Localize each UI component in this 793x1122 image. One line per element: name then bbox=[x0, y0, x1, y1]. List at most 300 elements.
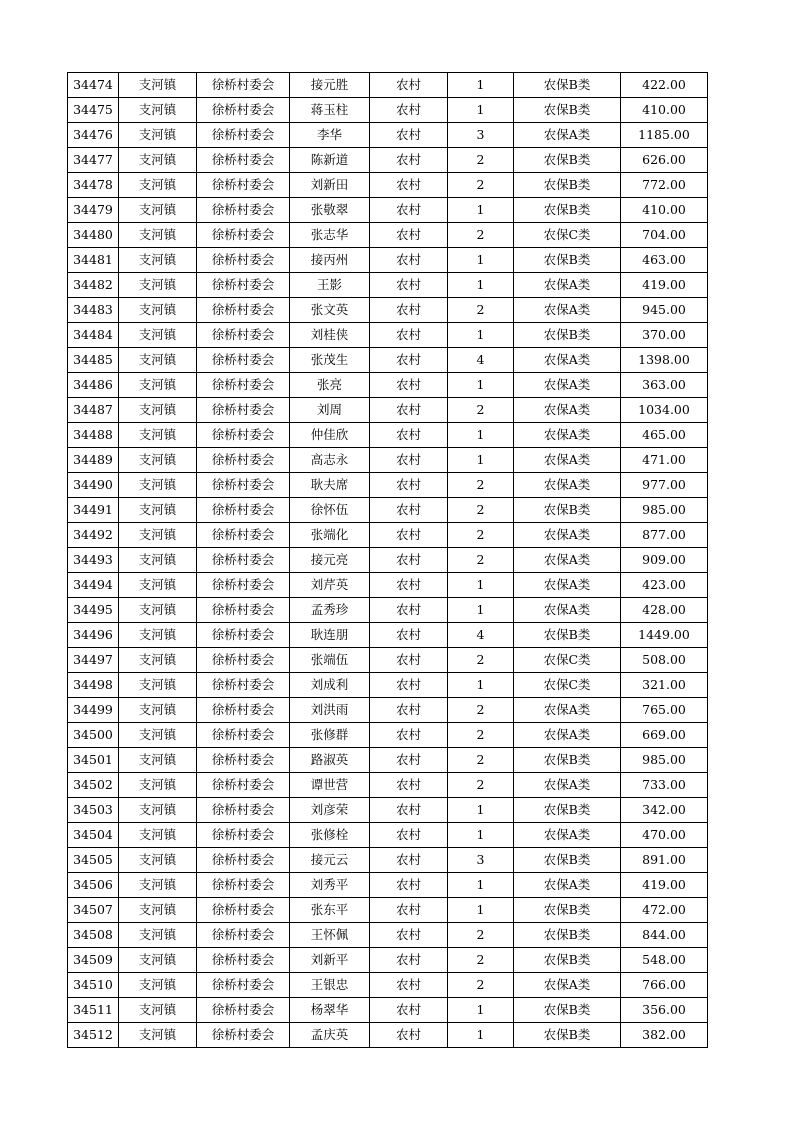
insurance-category-cell: 农保A类 bbox=[514, 298, 621, 323]
row-id-cell: 34480 bbox=[68, 223, 119, 248]
insurance-category-cell: 农保B类 bbox=[514, 498, 621, 523]
row-id-cell: 34491 bbox=[68, 498, 119, 523]
village-cell: 徐桥村委会 bbox=[197, 673, 290, 698]
row-id-cell: 34474 bbox=[68, 73, 119, 98]
insurance-category-cell: 农保B类 bbox=[514, 198, 621, 223]
name-cell: 李华 bbox=[290, 123, 370, 148]
household-count-cell: 4 bbox=[448, 348, 514, 373]
table-row bbox=[68, 698, 708, 723]
table-row bbox=[68, 248, 708, 273]
village-cell: 徐桥村委会 bbox=[197, 248, 290, 273]
village-cell: 徐桥村委会 bbox=[197, 773, 290, 798]
name-cell: 路淑英 bbox=[290, 748, 370, 773]
residence-type-cell: 农村 bbox=[370, 873, 448, 898]
name-cell: 接元胜 bbox=[290, 73, 370, 98]
row-id-cell: 34476 bbox=[68, 123, 119, 148]
town-cell: 支河镇 bbox=[119, 848, 197, 873]
amount-cell: 419.00 bbox=[621, 873, 708, 898]
insurance-category-cell: 农保B类 bbox=[514, 1023, 621, 1048]
amount-cell: 472.00 bbox=[621, 898, 708, 923]
village-cell: 徐桥村委会 bbox=[197, 98, 290, 123]
town-cell: 支河镇 bbox=[119, 723, 197, 748]
row-id-cell: 34477 bbox=[68, 148, 119, 173]
residence-type-cell: 农村 bbox=[370, 648, 448, 673]
insurance-category-cell: 农保B类 bbox=[514, 948, 621, 973]
table-row bbox=[68, 773, 708, 798]
residence-type-cell: 农村 bbox=[370, 548, 448, 573]
household-count-cell: 1 bbox=[448, 998, 514, 1023]
table-row bbox=[68, 448, 708, 473]
town-cell: 支河镇 bbox=[119, 598, 197, 623]
amount-cell: 428.00 bbox=[621, 598, 708, 623]
insurance-category-cell: 农保B类 bbox=[514, 998, 621, 1023]
village-cell: 徐桥村委会 bbox=[197, 548, 290, 573]
table-row bbox=[68, 98, 708, 123]
row-id-cell: 34501 bbox=[68, 748, 119, 773]
residence-type-cell: 农村 bbox=[370, 398, 448, 423]
amount-cell: 508.00 bbox=[621, 648, 708, 673]
row-id-cell: 34482 bbox=[68, 273, 119, 298]
household-count-cell: 1 bbox=[448, 423, 514, 448]
town-cell: 支河镇 bbox=[119, 573, 197, 598]
table-row bbox=[68, 148, 708, 173]
village-cell: 徐桥村委会 bbox=[197, 198, 290, 223]
name-cell: 孟庆英 bbox=[290, 1023, 370, 1048]
town-cell: 支河镇 bbox=[119, 248, 197, 273]
name-cell: 王银忠 bbox=[290, 973, 370, 998]
village-cell: 徐桥村委会 bbox=[197, 223, 290, 248]
table-row bbox=[68, 348, 708, 373]
row-id-cell: 34507 bbox=[68, 898, 119, 923]
household-count-cell: 2 bbox=[448, 498, 514, 523]
table-row bbox=[68, 948, 708, 973]
residence-type-cell: 农村 bbox=[370, 423, 448, 448]
residence-type-cell: 农村 bbox=[370, 73, 448, 98]
residence-type-cell: 农村 bbox=[370, 223, 448, 248]
row-id-cell: 34512 bbox=[68, 1023, 119, 1048]
insurance-category-cell: 农保B类 bbox=[514, 248, 621, 273]
town-cell: 支河镇 bbox=[119, 198, 197, 223]
household-count-cell: 2 bbox=[448, 523, 514, 548]
amount-cell: 1449.00 bbox=[621, 623, 708, 648]
insurance-category-cell: 农保A类 bbox=[514, 348, 621, 373]
residence-type-cell: 农村 bbox=[370, 798, 448, 823]
residence-type-cell: 农村 bbox=[370, 823, 448, 848]
row-id-cell: 34509 bbox=[68, 948, 119, 973]
town-cell: 支河镇 bbox=[119, 523, 197, 548]
amount-cell: 985.00 bbox=[621, 498, 708, 523]
table-row bbox=[68, 973, 708, 998]
village-cell: 徐桥村委会 bbox=[197, 273, 290, 298]
residence-type-cell: 农村 bbox=[370, 998, 448, 1023]
amount-cell: 1398.00 bbox=[621, 348, 708, 373]
table-row bbox=[68, 723, 708, 748]
name-cell: 张东平 bbox=[290, 898, 370, 923]
name-cell: 张亮 bbox=[290, 373, 370, 398]
household-count-cell: 2 bbox=[448, 398, 514, 423]
town-cell: 支河镇 bbox=[119, 873, 197, 898]
row-id-cell: 34490 bbox=[68, 473, 119, 498]
insurance-category-cell: 农保B类 bbox=[514, 323, 621, 348]
name-cell: 谭世营 bbox=[290, 773, 370, 798]
name-cell: 张志华 bbox=[290, 223, 370, 248]
insurance-category-cell: 农保B类 bbox=[514, 848, 621, 873]
amount-cell: 1185.00 bbox=[621, 123, 708, 148]
name-cell: 张端化 bbox=[290, 523, 370, 548]
table-row bbox=[68, 523, 708, 548]
table-row bbox=[68, 798, 708, 823]
row-id-cell: 34493 bbox=[68, 548, 119, 573]
residence-type-cell: 农村 bbox=[370, 148, 448, 173]
household-count-cell: 1 bbox=[448, 823, 514, 848]
name-cell: 张文英 bbox=[290, 298, 370, 323]
name-cell: 张茂生 bbox=[290, 348, 370, 373]
village-cell: 徐桥村委会 bbox=[197, 148, 290, 173]
household-count-cell: 2 bbox=[448, 923, 514, 948]
household-count-cell: 4 bbox=[448, 623, 514, 648]
village-cell: 徐桥村委会 bbox=[197, 373, 290, 398]
row-id-cell: 34504 bbox=[68, 823, 119, 848]
insurance-category-cell: 农保A类 bbox=[514, 373, 621, 398]
residence-type-cell: 农村 bbox=[370, 848, 448, 873]
town-cell: 支河镇 bbox=[119, 148, 197, 173]
village-cell: 徐桥村委会 bbox=[197, 398, 290, 423]
name-cell: 刘洪雨 bbox=[290, 698, 370, 723]
household-count-cell: 1 bbox=[448, 73, 514, 98]
table-row bbox=[68, 648, 708, 673]
name-cell: 张修栓 bbox=[290, 823, 370, 848]
table-row bbox=[68, 823, 708, 848]
row-id-cell: 34489 bbox=[68, 448, 119, 473]
village-cell: 徐桥村委会 bbox=[197, 173, 290, 198]
household-count-cell: 2 bbox=[448, 473, 514, 498]
village-cell: 徐桥村委会 bbox=[197, 573, 290, 598]
row-id-cell: 34485 bbox=[68, 348, 119, 373]
amount-cell: 765.00 bbox=[621, 698, 708, 723]
name-cell: 蒋玉柱 bbox=[290, 98, 370, 123]
amount-cell: 471.00 bbox=[621, 448, 708, 473]
insurance-category-cell: 农保C类 bbox=[514, 223, 621, 248]
row-id-cell: 34475 bbox=[68, 98, 119, 123]
town-cell: 支河镇 bbox=[119, 398, 197, 423]
insurance-category-cell: 农保B类 bbox=[514, 898, 621, 923]
village-cell: 徐桥村委会 bbox=[197, 648, 290, 673]
amount-cell: 844.00 bbox=[621, 923, 708, 948]
name-cell: 刘新平 bbox=[290, 948, 370, 973]
table-row bbox=[68, 123, 708, 148]
residence-type-cell: 农村 bbox=[370, 698, 448, 723]
amount-cell: 626.00 bbox=[621, 148, 708, 173]
table-row bbox=[68, 623, 708, 648]
town-cell: 支河镇 bbox=[119, 73, 197, 98]
insurance-category-cell: 农保A类 bbox=[514, 273, 621, 298]
village-cell: 徐桥村委会 bbox=[197, 523, 290, 548]
table-row bbox=[68, 598, 708, 623]
amount-cell: 423.00 bbox=[621, 573, 708, 598]
table-row bbox=[68, 1023, 708, 1048]
amount-cell: 891.00 bbox=[621, 848, 708, 873]
amount-cell: 321.00 bbox=[621, 673, 708, 698]
village-cell: 徐桥村委会 bbox=[197, 498, 290, 523]
amount-cell: 772.00 bbox=[621, 173, 708, 198]
village-cell: 徐桥村委会 bbox=[197, 823, 290, 848]
amount-cell: 463.00 bbox=[621, 248, 708, 273]
name-cell: 仲佳欣 bbox=[290, 423, 370, 448]
village-cell: 徐桥村委会 bbox=[197, 748, 290, 773]
household-count-cell: 2 bbox=[448, 748, 514, 773]
town-cell: 支河镇 bbox=[119, 1023, 197, 1048]
row-id-cell: 34486 bbox=[68, 373, 119, 398]
residence-type-cell: 农村 bbox=[370, 498, 448, 523]
town-cell: 支河镇 bbox=[119, 823, 197, 848]
household-count-cell: 2 bbox=[448, 223, 514, 248]
household-count-cell: 2 bbox=[448, 148, 514, 173]
name-cell: 刘桂侠 bbox=[290, 323, 370, 348]
insurance-category-cell: 农保B类 bbox=[514, 748, 621, 773]
village-cell: 徐桥村委会 bbox=[197, 898, 290, 923]
table-row bbox=[68, 273, 708, 298]
name-cell: 耿连朋 bbox=[290, 623, 370, 648]
row-id-cell: 34508 bbox=[68, 923, 119, 948]
row-id-cell: 34481 bbox=[68, 248, 119, 273]
town-cell: 支河镇 bbox=[119, 473, 197, 498]
town-cell: 支河镇 bbox=[119, 123, 197, 148]
amount-cell: 669.00 bbox=[621, 723, 708, 748]
insurance-category-cell: 农保A类 bbox=[514, 548, 621, 573]
household-count-cell: 1 bbox=[448, 1023, 514, 1048]
town-cell: 支河镇 bbox=[119, 998, 197, 1023]
row-id-cell: 34499 bbox=[68, 698, 119, 723]
table-row bbox=[68, 898, 708, 923]
village-cell: 徐桥村委会 bbox=[197, 473, 290, 498]
household-count-cell: 1 bbox=[448, 273, 514, 298]
insurance-category-cell: 农保B类 bbox=[514, 623, 621, 648]
insurance-category-cell: 农保A类 bbox=[514, 723, 621, 748]
village-cell: 徐桥村委会 bbox=[197, 298, 290, 323]
village-cell: 徐桥村委会 bbox=[197, 698, 290, 723]
table-row bbox=[68, 998, 708, 1023]
name-cell: 刘芹英 bbox=[290, 573, 370, 598]
residence-type-cell: 农村 bbox=[370, 473, 448, 498]
village-cell: 徐桥村委会 bbox=[197, 973, 290, 998]
household-count-cell: 1 bbox=[448, 873, 514, 898]
town-cell: 支河镇 bbox=[119, 973, 197, 998]
amount-cell: 470.00 bbox=[621, 823, 708, 848]
residence-type-cell: 农村 bbox=[370, 673, 448, 698]
residence-type-cell: 农村 bbox=[370, 773, 448, 798]
table-row bbox=[68, 398, 708, 423]
insurance-category-cell: 农保A类 bbox=[514, 423, 621, 448]
household-count-cell: 2 bbox=[448, 698, 514, 723]
village-cell: 徐桥村委会 bbox=[197, 623, 290, 648]
insurance-category-cell: 农保A类 bbox=[514, 523, 621, 548]
residence-type-cell: 农村 bbox=[370, 98, 448, 123]
amount-cell: 909.00 bbox=[621, 548, 708, 573]
village-cell: 徐桥村委会 bbox=[197, 723, 290, 748]
name-cell: 刘新田 bbox=[290, 173, 370, 198]
residence-type-cell: 农村 bbox=[370, 273, 448, 298]
name-cell: 王影 bbox=[290, 273, 370, 298]
amount-cell: 342.00 bbox=[621, 798, 708, 823]
table-row bbox=[68, 223, 708, 248]
table-row bbox=[68, 298, 708, 323]
residence-type-cell: 农村 bbox=[370, 248, 448, 273]
household-count-cell: 1 bbox=[448, 898, 514, 923]
row-id-cell: 34479 bbox=[68, 198, 119, 223]
insurance-category-cell: 农保B类 bbox=[514, 148, 621, 173]
household-count-cell: 2 bbox=[448, 773, 514, 798]
table-row bbox=[68, 173, 708, 198]
town-cell: 支河镇 bbox=[119, 948, 197, 973]
insurance-category-cell: 农保A类 bbox=[514, 973, 621, 998]
name-cell: 张修群 bbox=[290, 723, 370, 748]
row-id-cell: 34496 bbox=[68, 623, 119, 648]
residence-type-cell: 农村 bbox=[370, 298, 448, 323]
row-id-cell: 34492 bbox=[68, 523, 119, 548]
residence-type-cell: 农村 bbox=[370, 723, 448, 748]
household-count-cell: 1 bbox=[448, 798, 514, 823]
table-row bbox=[68, 873, 708, 898]
row-id-cell: 34483 bbox=[68, 298, 119, 323]
town-cell: 支河镇 bbox=[119, 273, 197, 298]
amount-cell: 410.00 bbox=[621, 98, 708, 123]
town-cell: 支河镇 bbox=[119, 698, 197, 723]
row-id-cell: 34503 bbox=[68, 798, 119, 823]
row-id-cell: 34495 bbox=[68, 598, 119, 623]
town-cell: 支河镇 bbox=[119, 373, 197, 398]
amount-cell: 548.00 bbox=[621, 948, 708, 973]
village-cell: 徐桥村委会 bbox=[197, 598, 290, 623]
name-cell: 王怀佩 bbox=[290, 923, 370, 948]
row-id-cell: 34506 bbox=[68, 873, 119, 898]
residence-type-cell: 农村 bbox=[370, 323, 448, 348]
row-id-cell: 34511 bbox=[68, 998, 119, 1023]
insurance-category-cell: 农保A类 bbox=[514, 698, 621, 723]
name-cell: 刘周 bbox=[290, 398, 370, 423]
household-count-cell: 2 bbox=[448, 298, 514, 323]
residence-type-cell: 农村 bbox=[370, 1023, 448, 1048]
residence-type-cell: 农村 bbox=[370, 123, 448, 148]
residence-type-cell: 农村 bbox=[370, 948, 448, 973]
village-cell: 徐桥村委会 bbox=[197, 998, 290, 1023]
name-cell: 刘秀平 bbox=[290, 873, 370, 898]
household-count-cell: 1 bbox=[448, 448, 514, 473]
village-cell: 徐桥村委会 bbox=[197, 1023, 290, 1048]
town-cell: 支河镇 bbox=[119, 498, 197, 523]
residence-type-cell: 农村 bbox=[370, 923, 448, 948]
table-row bbox=[68, 498, 708, 523]
town-cell: 支河镇 bbox=[119, 773, 197, 798]
residence-type-cell: 农村 bbox=[370, 348, 448, 373]
household-count-cell: 2 bbox=[448, 948, 514, 973]
table-row bbox=[68, 673, 708, 698]
name-cell: 刘彦荣 bbox=[290, 798, 370, 823]
household-count-cell: 2 bbox=[448, 173, 514, 198]
household-count-cell: 3 bbox=[448, 123, 514, 148]
table-row bbox=[68, 848, 708, 873]
town-cell: 支河镇 bbox=[119, 548, 197, 573]
town-cell: 支河镇 bbox=[119, 448, 197, 473]
residence-type-cell: 农村 bbox=[370, 448, 448, 473]
table-row bbox=[68, 748, 708, 773]
row-id-cell: 34502 bbox=[68, 773, 119, 798]
name-cell: 张敬翠 bbox=[290, 198, 370, 223]
household-count-cell: 1 bbox=[448, 248, 514, 273]
residence-type-cell: 农村 bbox=[370, 198, 448, 223]
name-cell: 接元亮 bbox=[290, 548, 370, 573]
insurance-category-cell: 农保A类 bbox=[514, 573, 621, 598]
amount-cell: 766.00 bbox=[621, 973, 708, 998]
insurance-category-cell: 农保A类 bbox=[514, 598, 621, 623]
residence-type-cell: 农村 bbox=[370, 973, 448, 998]
amount-cell: 985.00 bbox=[621, 748, 708, 773]
name-cell: 杨翠华 bbox=[290, 998, 370, 1023]
name-cell: 陈新道 bbox=[290, 148, 370, 173]
residence-type-cell: 农村 bbox=[370, 373, 448, 398]
village-cell: 徐桥村委会 bbox=[197, 923, 290, 948]
row-id-cell: 34505 bbox=[68, 848, 119, 873]
residence-type-cell: 农村 bbox=[370, 748, 448, 773]
insurance-category-cell: 农保C类 bbox=[514, 673, 621, 698]
roster-table bbox=[67, 72, 708, 1048]
residence-type-cell: 农村 bbox=[370, 898, 448, 923]
amount-cell: 945.00 bbox=[621, 298, 708, 323]
town-cell: 支河镇 bbox=[119, 798, 197, 823]
amount-cell: 977.00 bbox=[621, 473, 708, 498]
residence-type-cell: 农村 bbox=[370, 623, 448, 648]
amount-cell: 356.00 bbox=[621, 998, 708, 1023]
household-count-cell: 1 bbox=[448, 198, 514, 223]
village-cell: 徐桥村委会 bbox=[197, 73, 290, 98]
amount-cell: 1034.00 bbox=[621, 398, 708, 423]
residence-type-cell: 农村 bbox=[370, 598, 448, 623]
village-cell: 徐桥村委会 bbox=[197, 848, 290, 873]
insurance-category-cell: 农保A类 bbox=[514, 873, 621, 898]
town-cell: 支河镇 bbox=[119, 748, 197, 773]
town-cell: 支河镇 bbox=[119, 298, 197, 323]
row-id-cell: 34497 bbox=[68, 648, 119, 673]
town-cell: 支河镇 bbox=[119, 648, 197, 673]
town-cell: 支河镇 bbox=[119, 348, 197, 373]
name-cell: 刘成利 bbox=[290, 673, 370, 698]
town-cell: 支河镇 bbox=[119, 323, 197, 348]
amount-cell: 465.00 bbox=[621, 423, 708, 448]
household-count-cell: 1 bbox=[448, 573, 514, 598]
household-count-cell: 1 bbox=[448, 673, 514, 698]
town-cell: 支河镇 bbox=[119, 623, 197, 648]
household-count-cell: 1 bbox=[448, 373, 514, 398]
residence-type-cell: 农村 bbox=[370, 173, 448, 198]
name-cell: 高志永 bbox=[290, 448, 370, 473]
town-cell: 支河镇 bbox=[119, 923, 197, 948]
insurance-category-cell: 农保B类 bbox=[514, 73, 621, 98]
row-id-cell: 34494 bbox=[68, 573, 119, 598]
village-cell: 徐桥村委会 bbox=[197, 323, 290, 348]
household-count-cell: 1 bbox=[448, 98, 514, 123]
town-cell: 支河镇 bbox=[119, 423, 197, 448]
amount-cell: 419.00 bbox=[621, 273, 708, 298]
insurance-category-cell: 农保A类 bbox=[514, 823, 621, 848]
table-row bbox=[68, 423, 708, 448]
village-cell: 徐桥村委会 bbox=[197, 348, 290, 373]
insurance-category-cell: 农保A类 bbox=[514, 123, 621, 148]
amount-cell: 877.00 bbox=[621, 523, 708, 548]
household-count-cell: 2 bbox=[448, 723, 514, 748]
town-cell: 支河镇 bbox=[119, 673, 197, 698]
row-id-cell: 34510 bbox=[68, 973, 119, 998]
household-count-cell: 1 bbox=[448, 598, 514, 623]
amount-cell: 733.00 bbox=[621, 773, 708, 798]
